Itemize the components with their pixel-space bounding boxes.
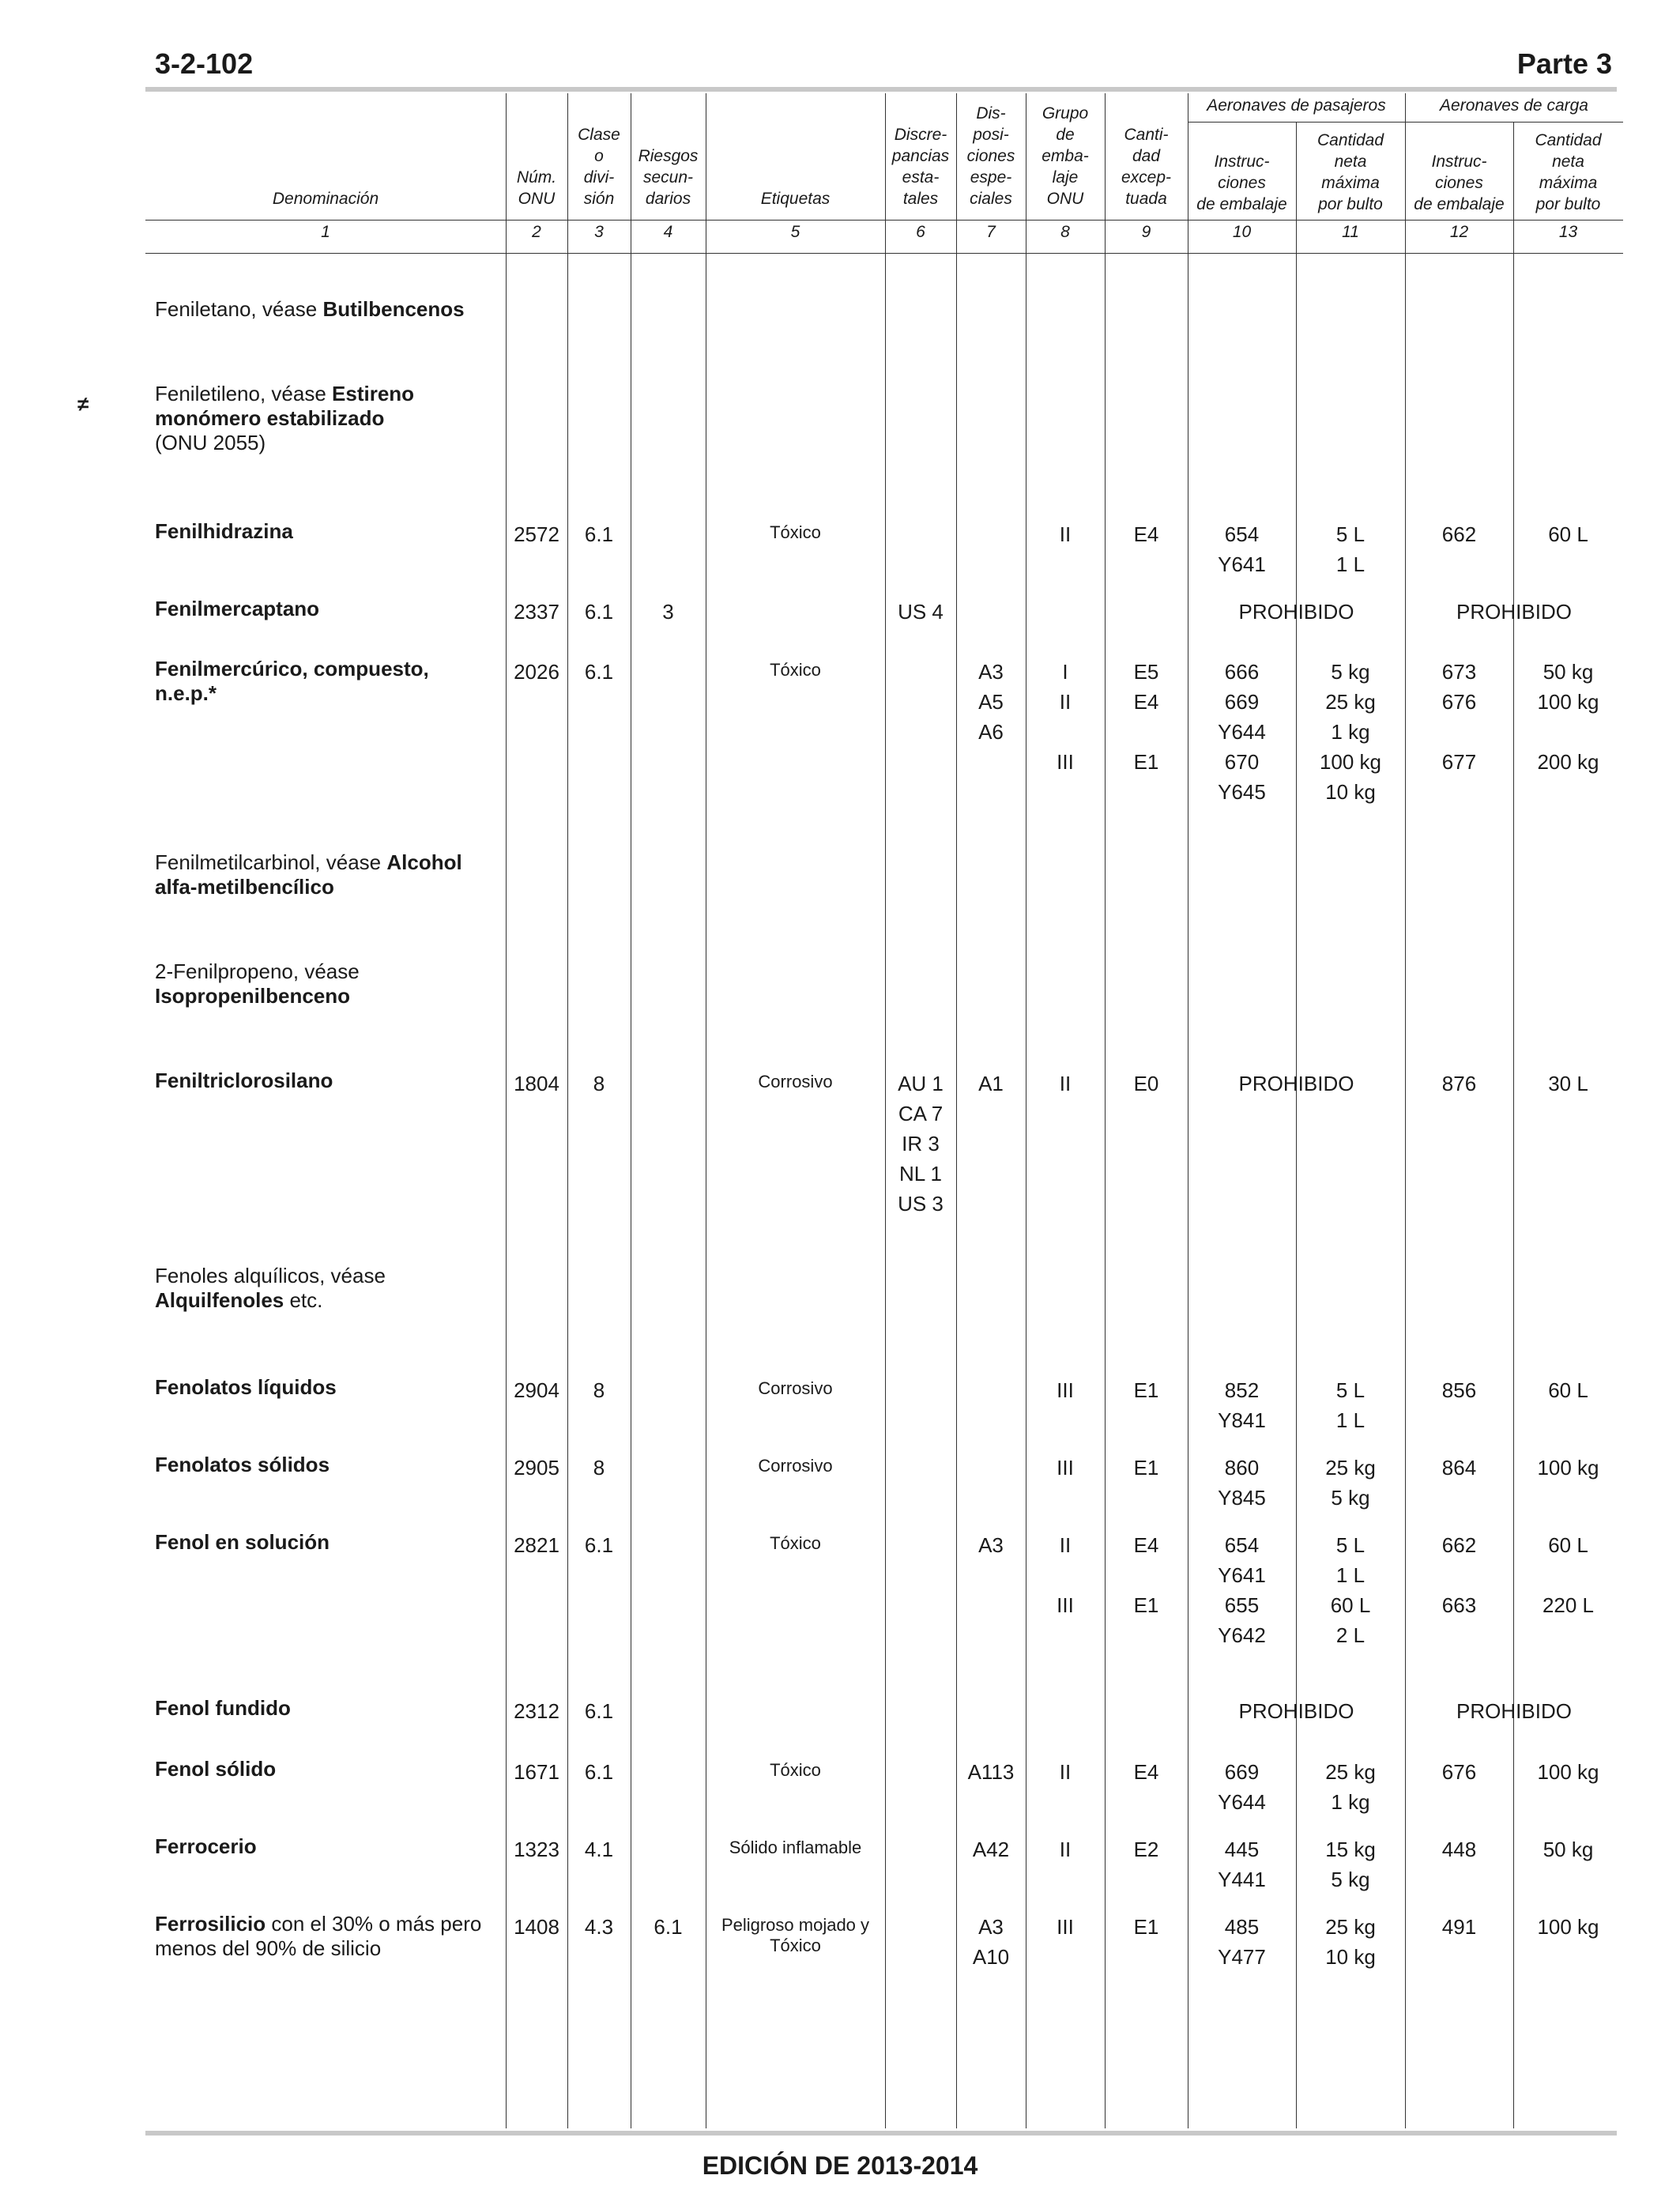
page-header <box>155 47 1612 87</box>
bottom-rule <box>145 2131 1617 2136</box>
page-number: 3-2-102 <box>155 47 254 80</box>
entry-name: Fenolatos sólidos <box>155 1453 330 1476</box>
prohibited-cargo: PROHIBIDO <box>1456 600 1572 624</box>
prohibited-passenger: PROHIBIDO <box>1238 1699 1354 1723</box>
entry-name: Feniltriclorosilano <box>155 1069 333 1092</box>
header-riesgos: Riesgos secun- darios <box>638 147 699 208</box>
column-number: 5 <box>790 223 800 241</box>
entry-fenilmetilcarbinol: Fenilmetilcarbinol, véase Alcohol alfa-metilbencílico <box>155 850 462 899</box>
header-num-onu: Núm. ONU <box>516 168 557 208</box>
prohibited-passenger: PROHIBIDO <box>1238 600 1354 624</box>
prohibited-cargo: PROHIBIDO <box>1456 1699 1572 1723</box>
header-clase: Clase o divi- sión <box>578 126 620 208</box>
header-cantidad-exceptuada: Canti- dad excep- tuada <box>1121 126 1172 208</box>
column-number: 4 <box>663 223 673 241</box>
column-number: 8 <box>1060 223 1070 241</box>
header-instrucciones-pasajeros: Instruc- ciones de embalaje <box>1196 153 1287 213</box>
entry-name: Fenolatos líquidos <box>155 1375 337 1399</box>
part-label: Parte 3 <box>1516 47 1612 80</box>
prohibited-passenger: PROHIBIDO <box>1238 1072 1354 1095</box>
entry-name: Fenilhidrazina <box>155 519 293 543</box>
column-number: 10 <box>1232 223 1252 241</box>
header-disposiciones: Dis- posi- ciones espe- ciales <box>966 104 1015 208</box>
edition-footer: EDICIÓN DE 2013-2014 <box>702 2151 978 2180</box>
entry-name: Fenilmercúrico, compuesto, n.e.p.* <box>155 657 429 705</box>
change-mark: ≠ <box>77 392 89 416</box>
entry-name: Fenol sólido <box>155 1757 277 1781</box>
column-number: 1 <box>321 223 330 241</box>
top-rule <box>145 87 1617 92</box>
entry-feniletileno: Feniletileno, véase Estireno monómero estabilizado (ONU 2055) <box>155 382 415 454</box>
header-group-passenger: Aeronaves de pasajeros <box>1207 96 1386 115</box>
entry-name: Ferrocerio <box>155 1834 257 1858</box>
column-number: 6 <box>916 223 925 241</box>
header-cantidad-pasajeros: Cantidad neta máxima por bulto <box>1317 131 1384 213</box>
column-number: 9 <box>1141 223 1151 241</box>
column-number: 12 <box>1449 223 1469 241</box>
column-number: 13 <box>1558 223 1578 241</box>
entry-feniletano: Feniletano, véase Butilbencenos <box>155 297 465 321</box>
column-number: 11 <box>1342 223 1359 241</box>
header-instrucciones-carga: Instruc- ciones de embalaje <box>1414 153 1505 213</box>
header-etiquetas: Etiquetas <box>760 190 831 208</box>
entry-name: Fenol en solución <box>155 1530 330 1554</box>
header-discrepancias: Discre- pancias esta- tales <box>891 126 950 208</box>
column-number: 3 <box>594 223 604 241</box>
entry-name: Ferrosilicio con el 30% o más pero menos del 90% de silicio <box>155 1912 482 1960</box>
header-cantidad-carga: Cantidad neta máxima por bulto <box>1535 131 1602 213</box>
entry-fenoles-alquilicos: Fenoles alquílicos, véase Alquilfenoles etc. <box>155 1264 386 1312</box>
entry-name: Fenol fundido <box>155 1696 291 1720</box>
header-group-cargo: Aeronaves de carga <box>1440 96 1588 115</box>
header-grupo-embalaje: Grupo de emba- laje ONU <box>1042 104 1089 208</box>
column-number: 7 <box>986 223 996 241</box>
column-number: 2 <box>532 223 541 241</box>
entry-name: Fenilmercaptano <box>155 597 320 620</box>
header-denominacion: Denominación <box>272 190 379 208</box>
entry-fenilpropeno: 2-Fenilpropeno, véase Isopropenilbenceno <box>155 959 360 1008</box>
